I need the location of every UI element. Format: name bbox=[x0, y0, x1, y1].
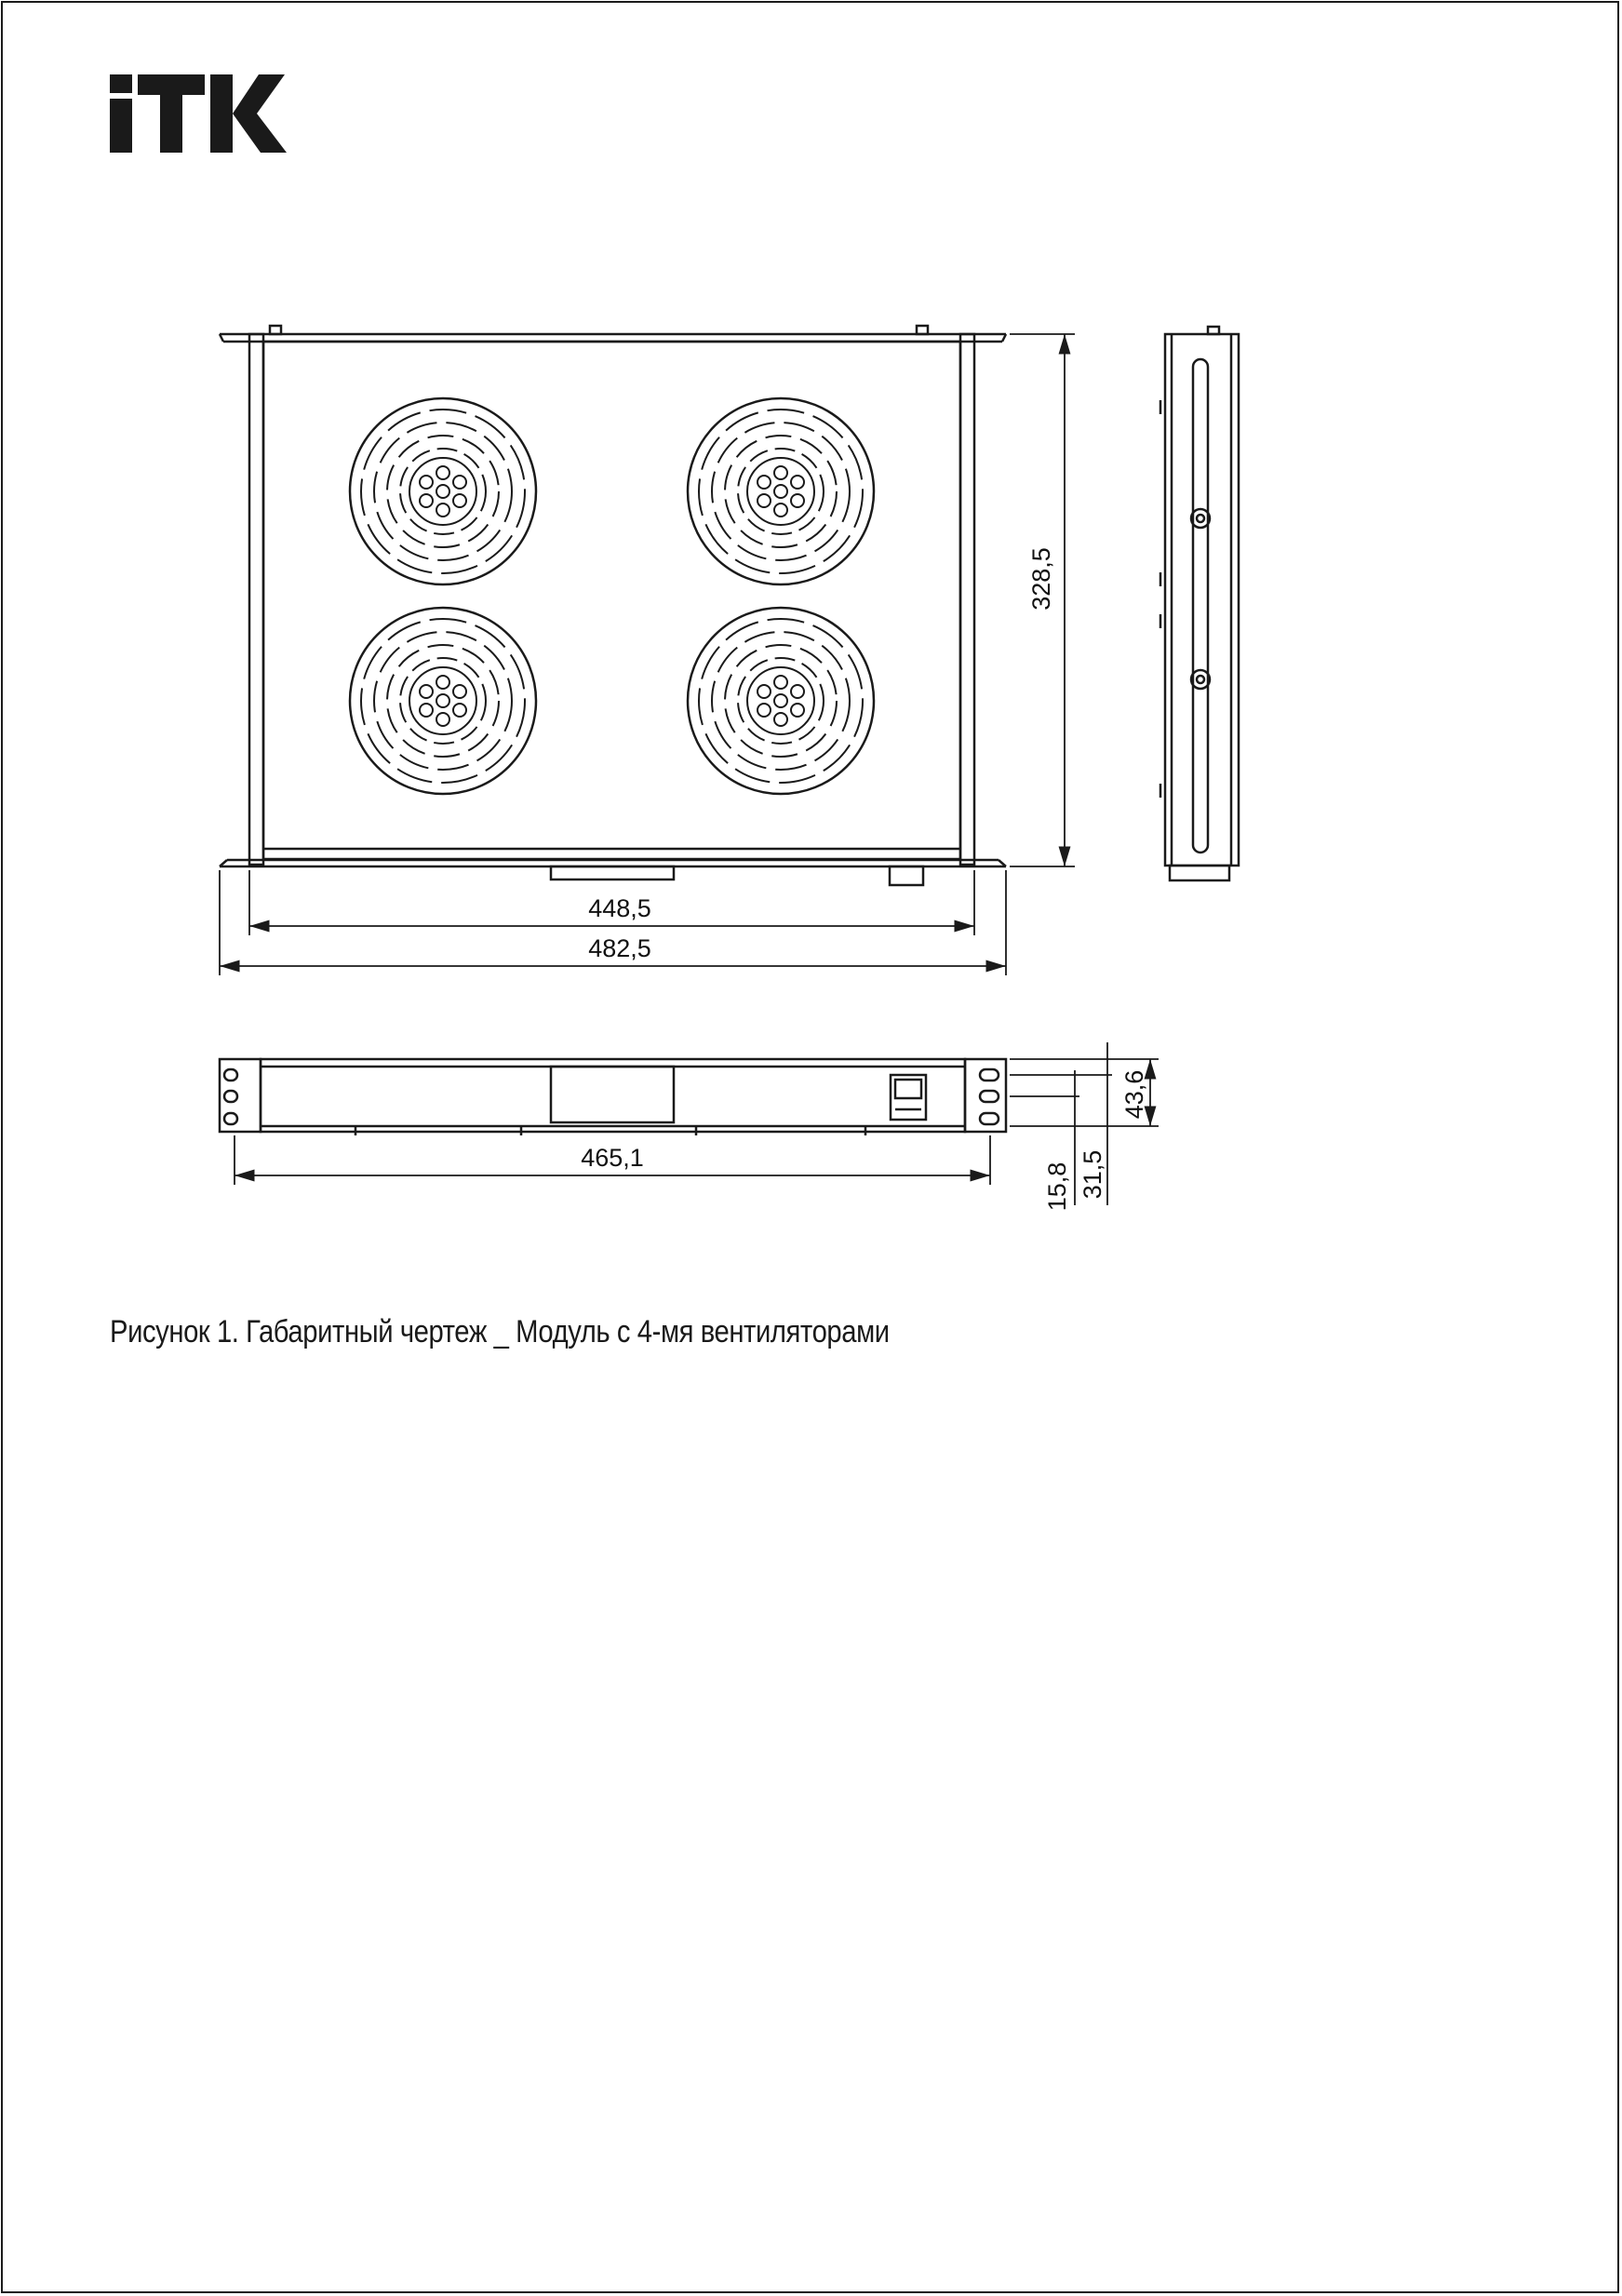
dim-height: 43,6 bbox=[1120, 1069, 1148, 1120]
front-view bbox=[220, 1059, 1006, 1135]
dim-mount-width: 465,1 bbox=[581, 1144, 644, 1172]
dim-width-outer: 482,5 bbox=[588, 934, 651, 962]
dim-hole-pitch-1: 15,8 bbox=[1043, 1161, 1071, 1212]
side-view bbox=[1160, 327, 1239, 880]
dim-depth: 328,5 bbox=[1027, 547, 1055, 611]
top-view bbox=[220, 326, 1006, 885]
dim-width-inner: 448,5 bbox=[588, 894, 651, 922]
dim-hole-pitch-2: 31,5 bbox=[1079, 1149, 1106, 1200]
fans bbox=[350, 398, 874, 794]
figure-caption: Рисунок 1. Габаритный чертеж _ Модуль с 4-мя вентиляторами bbox=[110, 1314, 890, 1349]
